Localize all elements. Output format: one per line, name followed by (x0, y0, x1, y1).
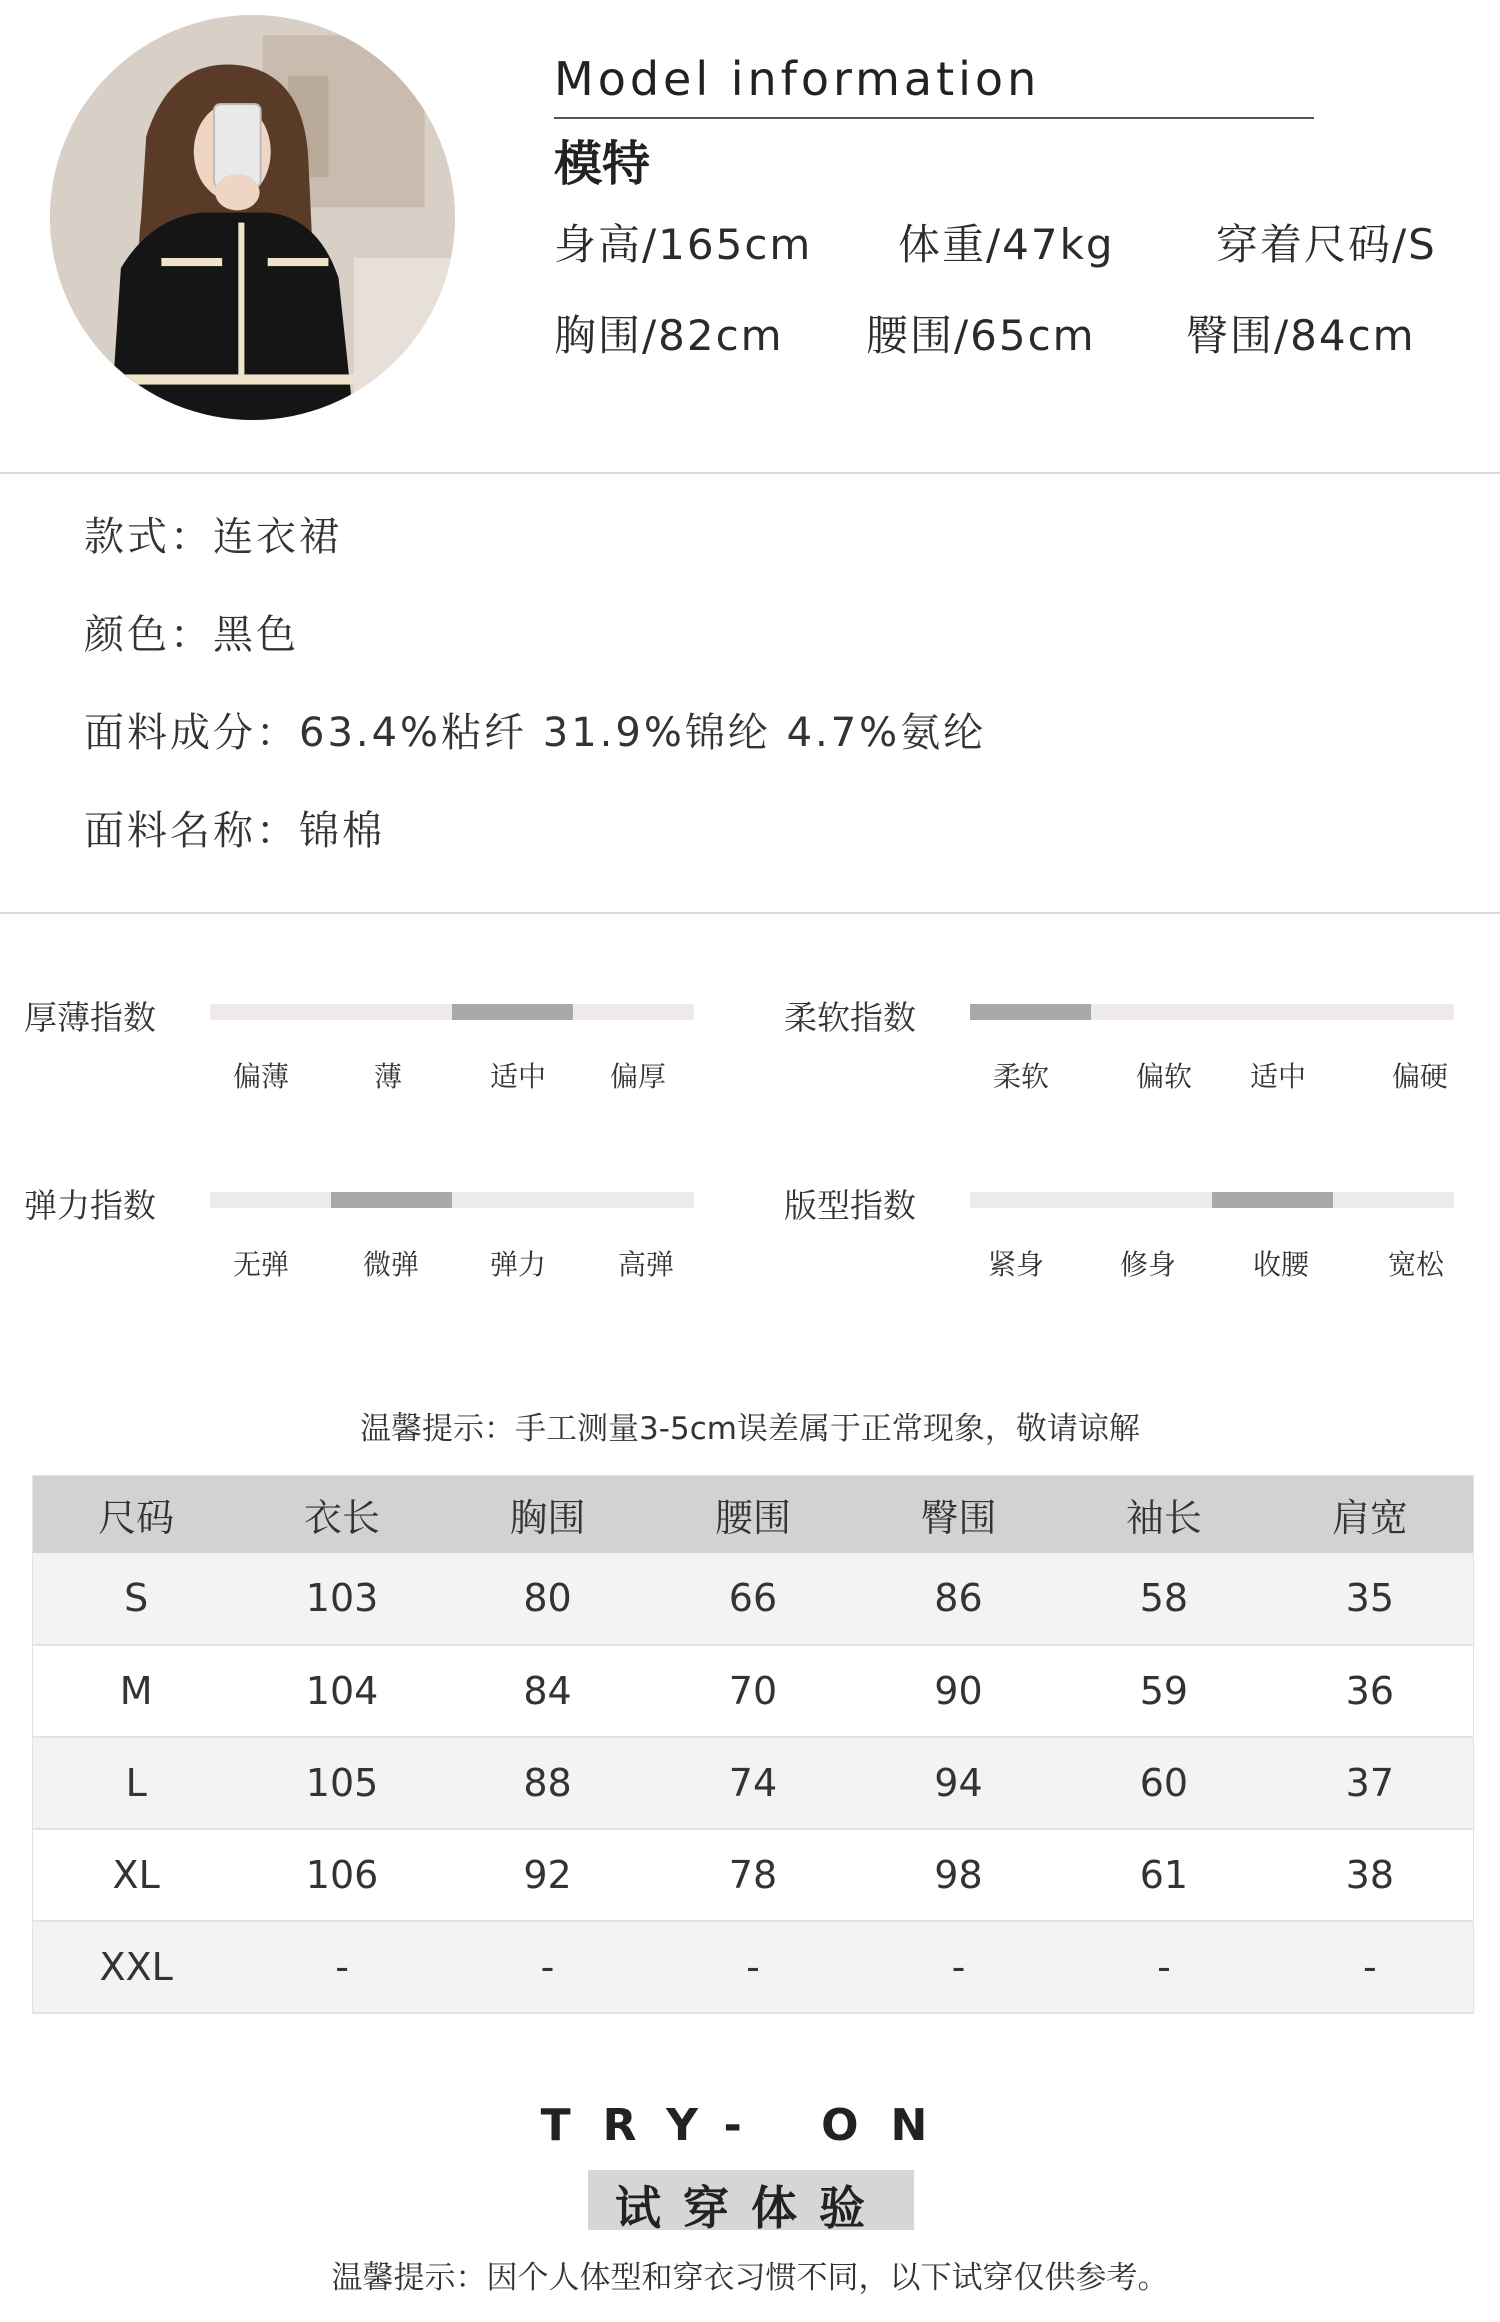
table-cell: 35 (1345, 1576, 1394, 1620)
size-table (32, 1475, 1474, 2014)
table-cell: 88 (523, 1760, 572, 1805)
header-sleeve: 袖长 (1125, 1495, 1202, 1540)
table-cell: 61 (1139, 1852, 1189, 1897)
table-cell: 90 (934, 1668, 983, 1713)
softness-option: 偏软 (1135, 1060, 1193, 1093)
header-hip: 臀围 (920, 1495, 997, 1540)
elasticity-option: 高弹 (617, 1248, 675, 1281)
table-cell: 103 (305, 1576, 379, 1620)
fit-option: 宽松 (1387, 1248, 1445, 1281)
table-cell: S (124, 1576, 149, 1620)
header-bust: 胸围 (509, 1495, 586, 1540)
model-info-subtitle: 模特 (554, 136, 651, 192)
table-cell: 66 (728, 1576, 778, 1620)
thickness-option: 适中 (489, 1060, 547, 1093)
elasticity-option: 微弹 (362, 1248, 420, 1281)
softness-index-fill (970, 1004, 1091, 1020)
table-row (33, 1921, 1474, 2013)
table-cell: 78 (728, 1852, 778, 1897)
try-on-title: TRY- ON (540, 2100, 960, 2151)
softness-option: 柔软 (992, 1060, 1050, 1093)
fit-index-label: 版型指数 (784, 1186, 916, 1225)
table-cell: 105 (305, 1760, 379, 1805)
table-cell: 38 (1345, 1852, 1394, 1897)
thickness-index-track (210, 1004, 694, 1020)
table-cell: 36 (1345, 1668, 1394, 1713)
table-cell: XXL (99, 1944, 173, 1989)
header-length: 衣长 (304, 1495, 381, 1540)
divider (0, 912, 1500, 914)
product-color: 颜色：黑色 (84, 612, 299, 658)
model-photo (50, 15, 455, 420)
table-cell: - (540, 1944, 555, 1989)
table-cell: 98 (934, 1852, 983, 1897)
elasticity-option: 弹力 (489, 1248, 547, 1281)
elasticity-option: 无弹 (232, 1248, 290, 1281)
table-cell: 58 (1139, 1576, 1189, 1620)
model-bust: 胸围/82cm (554, 311, 784, 360)
softness-index-label: 柔软指数 (784, 998, 916, 1037)
model-hip: 臀围/84cm (1186, 311, 1416, 360)
fit-index-fill (1212, 1192, 1333, 1208)
product-fabric-name: 面料名称：锦棉 (84, 808, 385, 854)
model-waist: 腰围/65cm (866, 311, 1096, 360)
product-fabric: 面料成分：63.4%粘纤 31.9%锦纶 4.7%氨纶 (84, 710, 987, 756)
table-cell: 94 (934, 1760, 983, 1805)
table-row (33, 1553, 1474, 1645)
table-cell: M (119, 1668, 153, 1713)
header-size: 尺码 (98, 1495, 175, 1540)
table-cell: - (951, 1944, 966, 1989)
table-cell: 92 (523, 1852, 572, 1897)
header-shoulder: 肩宽 (1331, 1495, 1408, 1540)
fit-option: 收腰 (1252, 1248, 1310, 1281)
table-cell: 37 (1345, 1760, 1394, 1805)
softness-index-track (970, 1004, 1454, 1020)
table-cell: 80 (523, 1576, 572, 1620)
thickness-index-label: 厚薄指数 (24, 998, 156, 1037)
model-weight: 体重/47kg (898, 220, 1115, 269)
table-row (33, 1829, 1474, 1921)
elasticity-index-fill (331, 1192, 452, 1208)
table-cell: 106 (305, 1852, 379, 1897)
table-cell: 60 (1139, 1760, 1189, 1805)
model-photo-illustration (50, 15, 455, 420)
measurement-tip: 温馨提示：手工测量3-5cm误差属于正常现象，敬请谅解 (360, 1411, 1140, 1447)
thickness-option: 偏薄 (232, 1060, 290, 1093)
table-row (33, 1645, 1474, 1737)
fit-index-track (970, 1192, 1454, 1208)
elasticity-index-label: 弹力指数 (24, 1186, 156, 1225)
thickness-option: 薄 (373, 1060, 403, 1093)
softness-option: 偏硬 (1391, 1060, 1449, 1093)
table-cell: 86 (934, 1576, 983, 1620)
table-cell: 74 (728, 1760, 778, 1805)
try-on-tip: 温馨提示：因个人体型和穿衣习惯不同，以下试穿仅供参考。 (331, 2260, 1169, 2296)
table-cell: 70 (728, 1668, 778, 1713)
table-row (33, 1737, 1474, 1829)
table-cell: L (125, 1760, 147, 1805)
model-height: 身高/165cm (554, 220, 813, 269)
product-style: 款式：连衣裙 (84, 514, 342, 560)
table-cell: - (746, 1944, 760, 1989)
try-on-subtitle: 试穿体验 (615, 2181, 887, 2235)
softness-option: 适中 (1249, 1060, 1307, 1093)
model-title-underline (554, 117, 1314, 119)
thickness-index-fill (452, 1004, 573, 1020)
table-cell: - (335, 1944, 349, 1989)
table-cell: 84 (523, 1668, 572, 1713)
table-cell: - (1362, 1944, 1377, 1989)
header-waist: 腰围 (714, 1495, 791, 1540)
size-table-header-row (33, 1476, 1474, 1553)
table-cell: 104 (305, 1668, 379, 1713)
table-cell: XL (112, 1852, 160, 1897)
fit-option: 紧身 (987, 1248, 1045, 1281)
table-cell: - (1157, 1944, 1171, 1989)
model-size-worn: 穿着尺码/S (1216, 220, 1437, 269)
fit-option: 修身 (1119, 1248, 1177, 1281)
thickness-option: 偏厚 (609, 1060, 667, 1093)
table-cell: 59 (1139, 1668, 1189, 1713)
elasticity-index-track (210, 1192, 694, 1208)
model-info-title: Model information (554, 52, 1041, 106)
divider (0, 472, 1500, 474)
